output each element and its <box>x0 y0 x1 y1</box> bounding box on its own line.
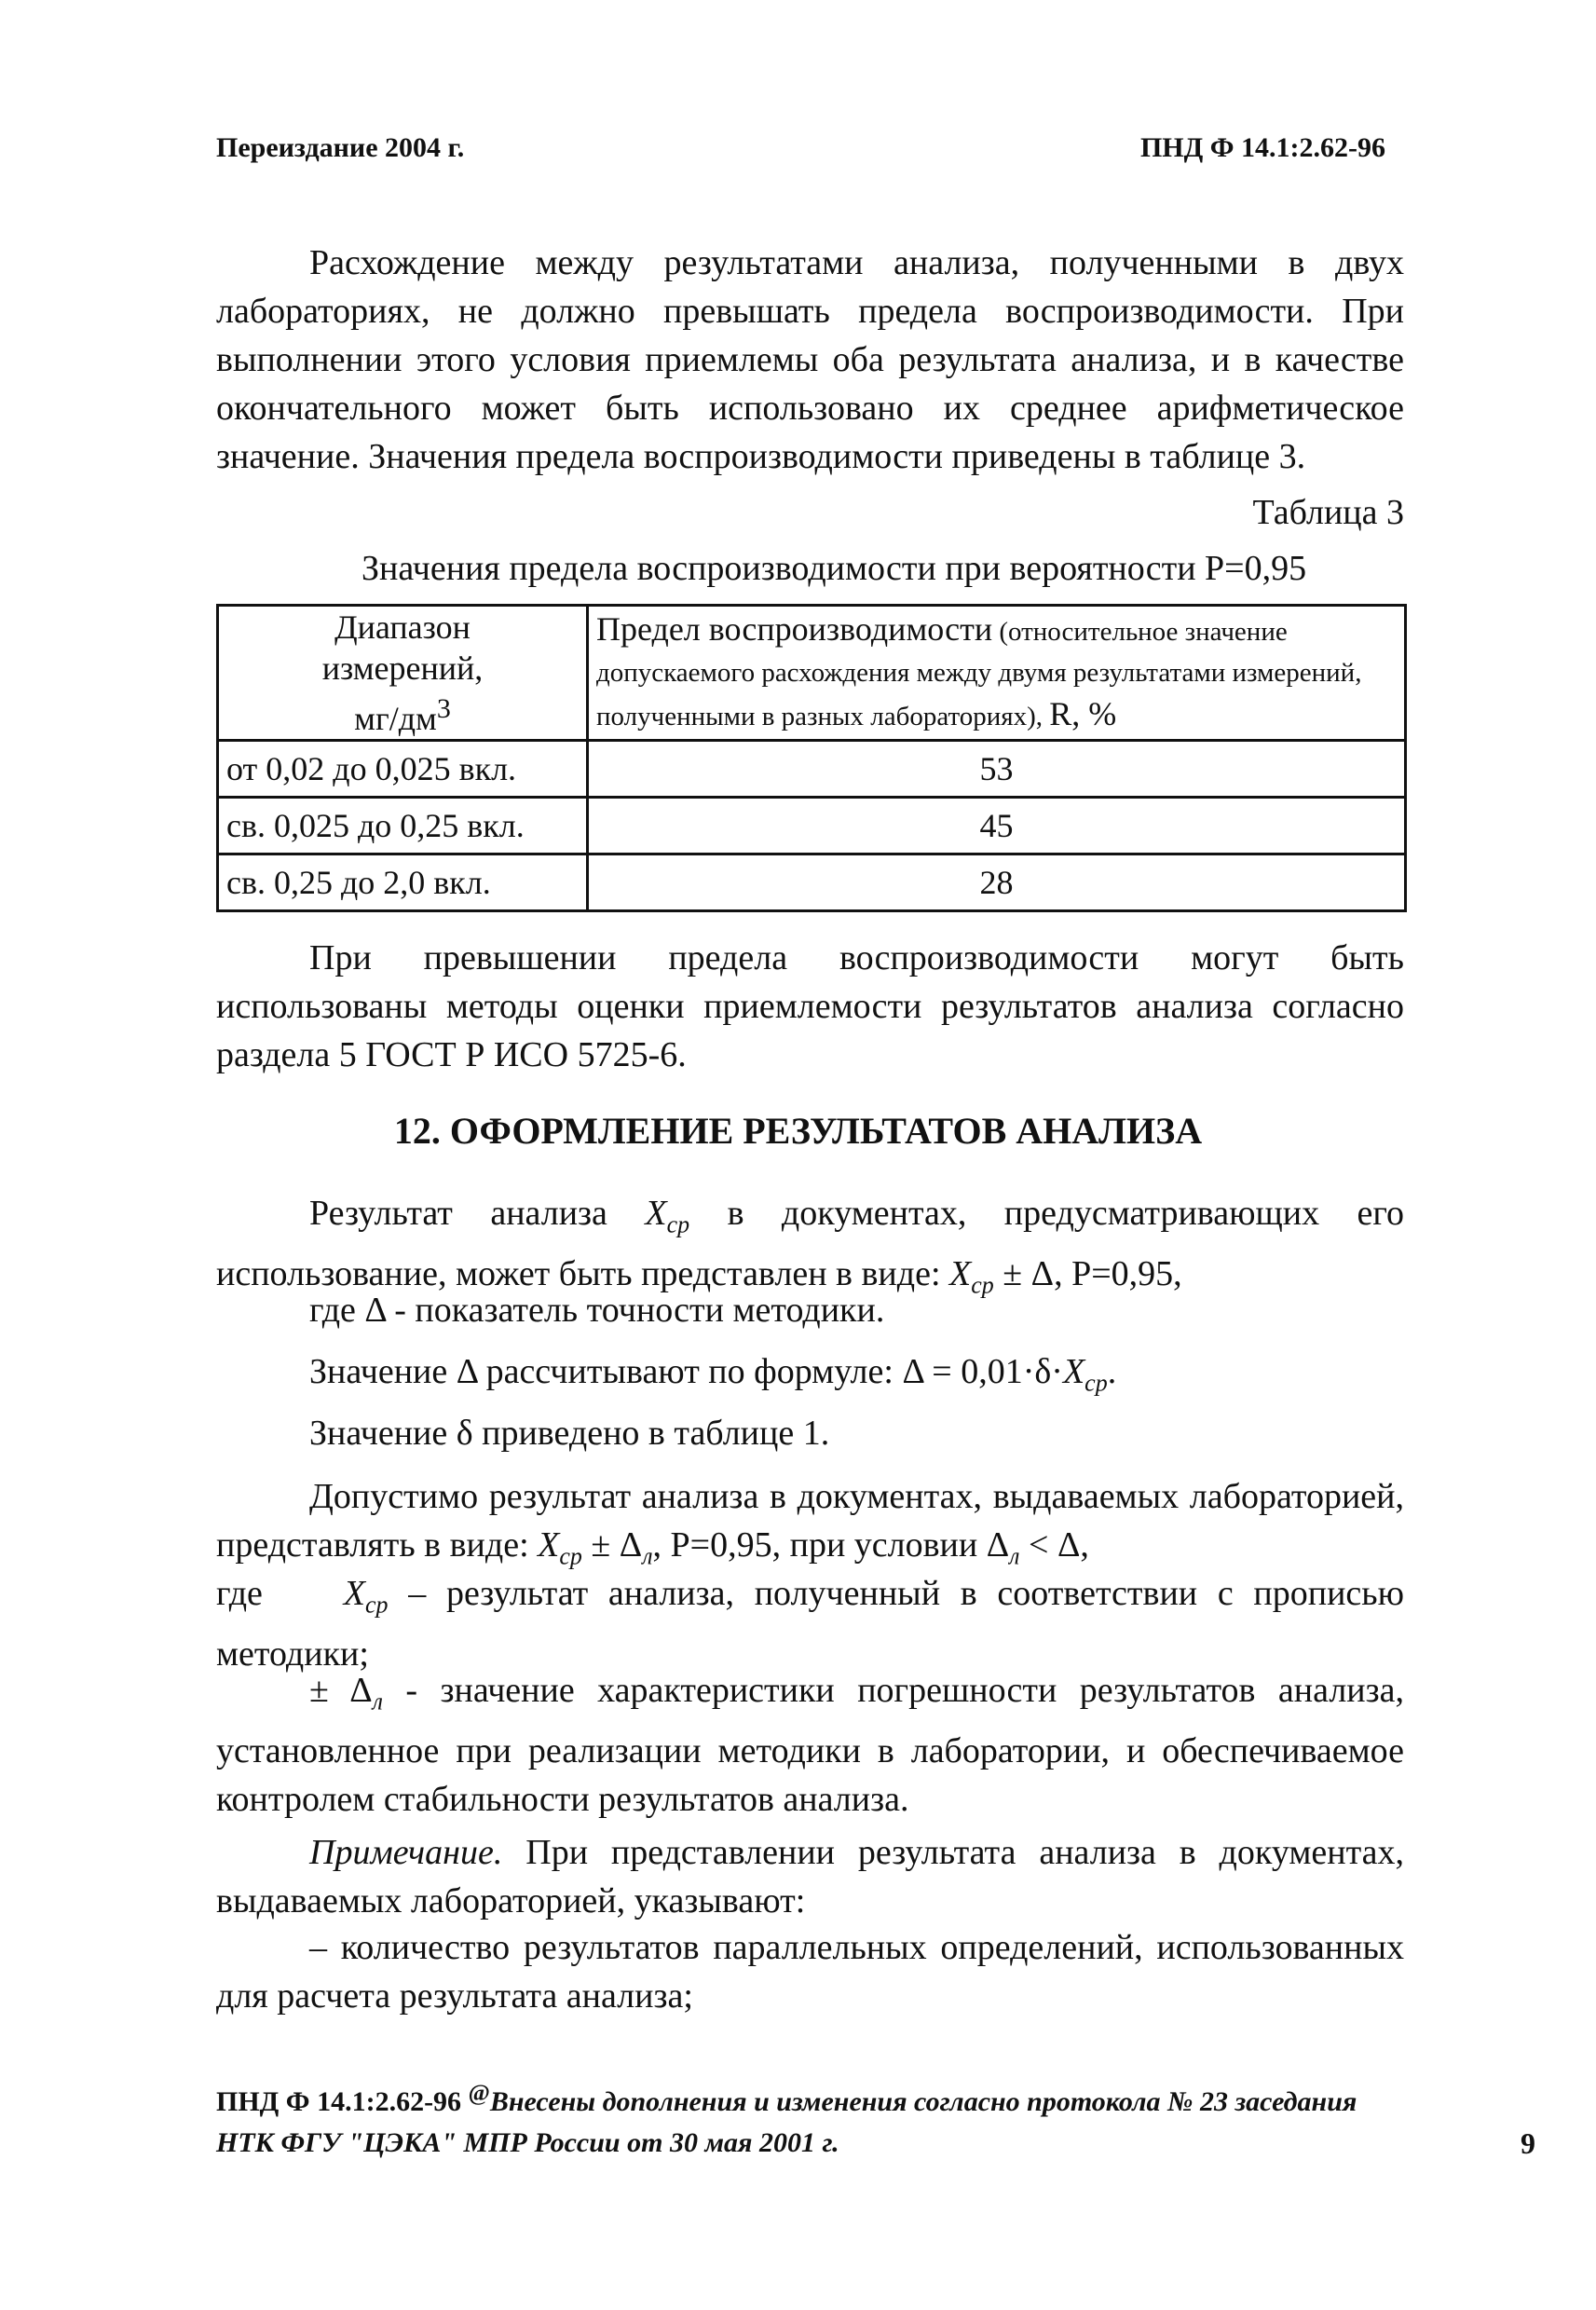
x-subscript: ср <box>364 1591 389 1619</box>
table-header-row <box>218 606 1406 741</box>
where-paragraph <box>216 1569 1404 1678</box>
page-number: 9 <box>1521 2126 1535 2160</box>
table-row <box>218 741 1406 798</box>
lab-result-paragraph <box>216 1472 1404 1581</box>
table-caption: Значения предела воспроизводимости при вероятности P=0,95 <box>361 549 1307 588</box>
value-cell: 53 <box>588 741 1406 798</box>
footer-note-text: Внесены дополнения и изменения согласно протокола № 23 заседания НТК ФГУ "ЦЭКА" МПР России от 30 мая 2001 г. <box>216 2086 1357 2158</box>
after-table-paragraph: При превышении предела воспроизводимости могут быть использованы методы оценки приемлемости результатов анализа согласно раздела 5 ГОСТ Р ИСО 5725-6. <box>216 938 1404 1074</box>
delta-formula-paragraph: Значение Δ рассчитывают по формуле: $\Delta = 0,01\cdot\delta\cdot X_{ср}$. <box>309 1352 1117 1397</box>
l-subscript: л <box>372 1688 383 1715</box>
intro-paragraph: Расхождение между результатами анализа, полученными в двух лабораториях, не должно превышать предела воспроизводимости. При выполнении этого условия приемлемы оба результата анализа, и в качестве окончательного может быть использовано их среднее арифметическое значение. Значения предела воспроизводимости приведены в таблице 3. <box>216 243 1404 476</box>
footer-note <box>216 2073 1409 2164</box>
result-text-c: ± Δ, P=0,95, <box>1003 1253 1182 1293</box>
lab-result-text-d: < Δ, <box>1019 1525 1089 1565</box>
value-cell: 45 <box>588 798 1406 854</box>
delta-table-ref: Значение δ приведено в таблице 1. <box>309 1414 830 1453</box>
x-symbol: X <box>645 1194 667 1233</box>
delta-definition: где Δ - показатель точности методики. <box>309 1291 885 1330</box>
value-cell: 28 <box>588 854 1406 911</box>
note-bullet: – количество результатов параллельных определений, использованных для расчета результата анализа; <box>216 1928 1404 2016</box>
x-subscript: ср <box>666 1210 690 1238</box>
where-text: – результат анализа, полученный в соответствии с прописью методики; <box>216 1574 1404 1674</box>
note-text: При представлении результата анализа в документах, выдаваемых лабораторией, указывают: <box>216 1833 1405 1920</box>
table-number: Таблица 3 <box>1252 493 1404 532</box>
result-text-b: в документах, предусматривающих его использование, может быть представлен в виде: <box>216 1194 1405 1293</box>
table-row <box>218 798 1406 854</box>
header-range-sup: 3 <box>436 693 451 724</box>
x-subscript: ср <box>559 1542 582 1570</box>
l-subscript: л <box>642 1542 653 1570</box>
header-reproducibility-main: Предел воспроизводимости <box>596 610 993 648</box>
reproducibility-table <box>216 604 1407 912</box>
lab-result-text-a: Допустимо результат анализа в документах, выдаваемых лабораторией, представлять в виде: <box>216 1477 1404 1565</box>
l-subscript: л <box>1009 1542 1020 1570</box>
header-range-line2: измерений, <box>321 649 484 687</box>
note-label: Примечание. <box>309 1833 503 1872</box>
range-cell: св. 0,25 до 2,0 вкл. <box>218 854 588 911</box>
table-row <box>218 854 1406 911</box>
header-range-units: мг/дм <box>354 700 437 737</box>
error-text-b: - значение характеристики погрешности результатов анализа, установленное при реализации методики в лаборатории, и обеспечиваемое контролем стабильности результатов анализа. <box>216 1671 1405 1819</box>
error-characteristic-paragraph <box>216 1666 1404 1824</box>
error-text-a: ± Δ <box>309 1671 373 1710</box>
where-label: где <box>216 1574 263 1613</box>
lab-result-text-b: ± Δ <box>591 1525 643 1565</box>
x-subscript: ср <box>971 1271 994 1299</box>
result-text-a: Результат анализа <box>309 1194 607 1233</box>
range-cell: от 0,02 до 0,025 вкл. <box>218 741 588 798</box>
header-range <box>218 606 588 741</box>
lab-result-text-c: , P=0,95, при условии Δ <box>652 1525 1010 1565</box>
x-subscript: ср <box>1084 1369 1108 1397</box>
footer-code: ПНД Ф 14.1:2.62-96 <box>216 2086 462 2117</box>
delta-formula-text: Значение Δ рассчитывают по формуле: Δ = 0,01·δ· <box>309 1352 1063 1391</box>
x-symbol: X <box>343 1574 365 1613</box>
header-reissue: Переиздание 2004 г. <box>216 132 465 163</box>
range-cell: св. 0,025 до 0,25 вкл. <box>218 798 588 854</box>
section-title: 12. ОФОРМЛЕНИЕ РЕЗУЛЬТАТОВ АНАЛИЗА <box>393 1110 1203 1152</box>
x-symbol: X <box>538 1525 560 1565</box>
header-reproducibility-desc: (относительное значение допускаемого расхождения между двумя результатами измерений, полученными в разных лабораториях), <box>596 617 1362 731</box>
x-symbol: X <box>949 1253 972 1293</box>
note-paragraph <box>216 1828 1404 1925</box>
header-reproducibility-unit: R, % <box>1049 695 1117 732</box>
header-document-code: ПНД Ф 14.1:2.62-96 <box>1139 132 1385 163</box>
header-reproducibility <box>588 606 1406 741</box>
footer-mark: @ <box>468 2081 490 2106</box>
x-symbol: X <box>1062 1352 1085 1391</box>
header-range-line1: Диапазон <box>334 608 471 646</box>
